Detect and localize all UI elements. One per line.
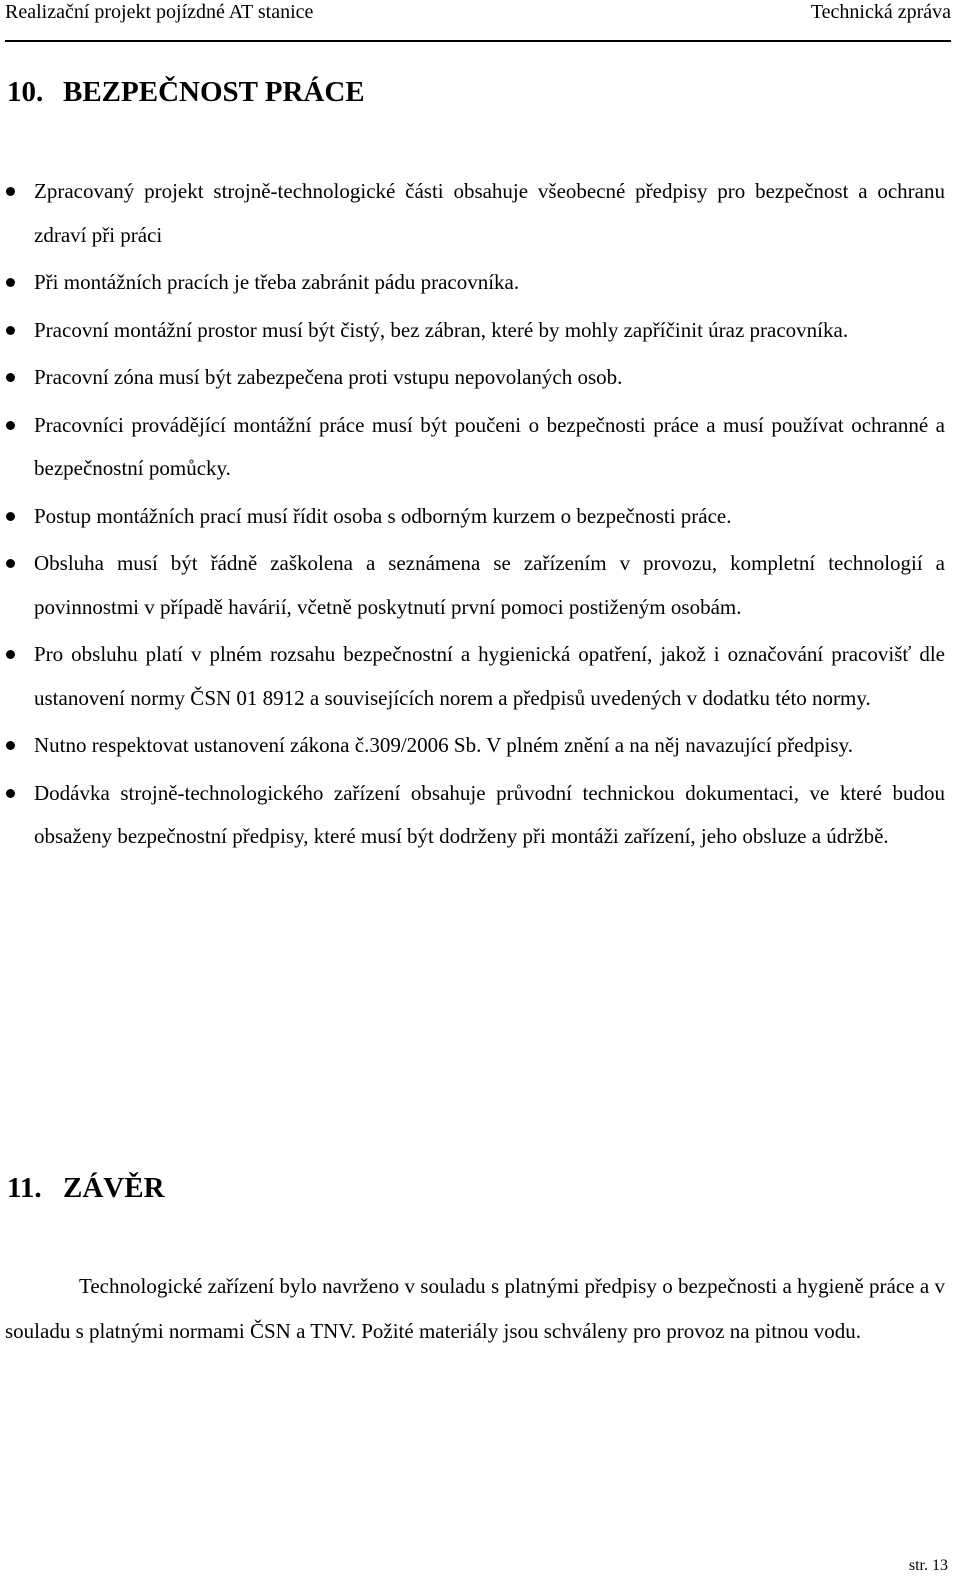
list-item-text: Pracovníci provádějící montážní práce musí být poučeni o bezpečnosti práce a musí používat ochranné a bezpečnostní pomůcky. <box>34 412 945 480</box>
bullet-icon <box>6 512 15 521</box>
bullet-icon <box>6 559 15 568</box>
section-number: 11. <box>7 1172 42 1204</box>
section-title: ZÁVĚR <box>63 1172 165 1204</box>
list-item <box>0 633 960 720</box>
page-header <box>5 0 951 24</box>
list-item <box>0 495 960 539</box>
header-document-type: Technická zpráva <box>810 1 951 23</box>
safety-bullet-list <box>0 170 960 863</box>
list-item-text: Nutno respektovat ustanovení zákona č.309/2006 Sb. V plném znění a na něj navazující předpisy. <box>34 733 853 757</box>
bullet-icon <box>6 278 15 287</box>
section-title: BEZPEČNOST PRÁCE <box>63 76 365 108</box>
list-item-text: Pracovní montážní prostor musí být čistý, bez zábran, které by mohly zapříčinit úraz pracovníka. <box>34 317 849 342</box>
section-heading-safety <box>7 74 365 110</box>
list-item <box>0 170 960 257</box>
bullet-icon <box>6 741 15 750</box>
list-item-text: Zpracovaný projekt strojně-technologické části obsahuje všeobecné předpisy pro bezpečnost a ochranu zdraví při práci <box>34 179 945 247</box>
list-item-text: Dodávka strojně-technologického zařízení obsahuje průvodní technickou dokumentaci, ve které budou obsaženy bezpečnostní předpisy, které musí být dodrženy při montáži zařízení, jeho obsluze a údržbě. <box>34 780 945 848</box>
list-item <box>0 772 960 859</box>
bullet-icon <box>6 421 15 430</box>
header-project-title: Realizační projekt pojízdné AT stanice <box>5 1 314 23</box>
list-item <box>0 542 960 629</box>
list-item-text: Postup montážních prací musí řídit osoba s odborným kurzem o bezpečnosti práce. <box>34 503 732 528</box>
section-number: 10. <box>7 76 44 108</box>
list-item-text: Při montážních pracích je třeba zabránit pádu pracovníka. <box>34 270 520 294</box>
page-number: str. 13 <box>908 1557 948 1574</box>
section-heading-conclusion <box>7 1170 165 1206</box>
conclusion-paragraph: Technologické zařízení bylo navrženo v souladu s platnými předpisy o bezpečnosti a hygieně práce a v souladu s platnými normami ČSN a TNV. Požité materiály jsou schváleny pro provoz na pitnou vodu. <box>5 1274 945 1343</box>
list-item <box>0 356 960 400</box>
list-item-text: Pracovní zóna musí být zabezpečena proti vstupu nepovolaných osob. <box>34 365 623 389</box>
bullet-icon <box>6 789 15 798</box>
bullet-icon <box>6 373 15 382</box>
bullet-icon <box>6 650 15 659</box>
list-item <box>0 724 960 768</box>
list-item-text: Obsluha musí být řádně zaškolena a seznámena se zařízením v provozu, kompletní technologií a povinnostmi v případě havárií, včetně poskytnutí první pomoci postiženým osobám. <box>34 551 945 619</box>
list-item <box>0 261 960 305</box>
bullet-icon <box>6 187 15 196</box>
list-item-text: Pro obsluhu platí v plném rozsahu bezpečnostní a hygienická opatření, jakož i označování pracovišť dle ustanovení normy ČSN 01 8912 a souvisejících norem a předpisů uvedených v dodatku této normy. <box>34 642 945 710</box>
list-item <box>0 309 960 353</box>
bullet-icon <box>6 326 15 335</box>
list-item <box>0 404 960 491</box>
header-divider <box>5 40 951 42</box>
